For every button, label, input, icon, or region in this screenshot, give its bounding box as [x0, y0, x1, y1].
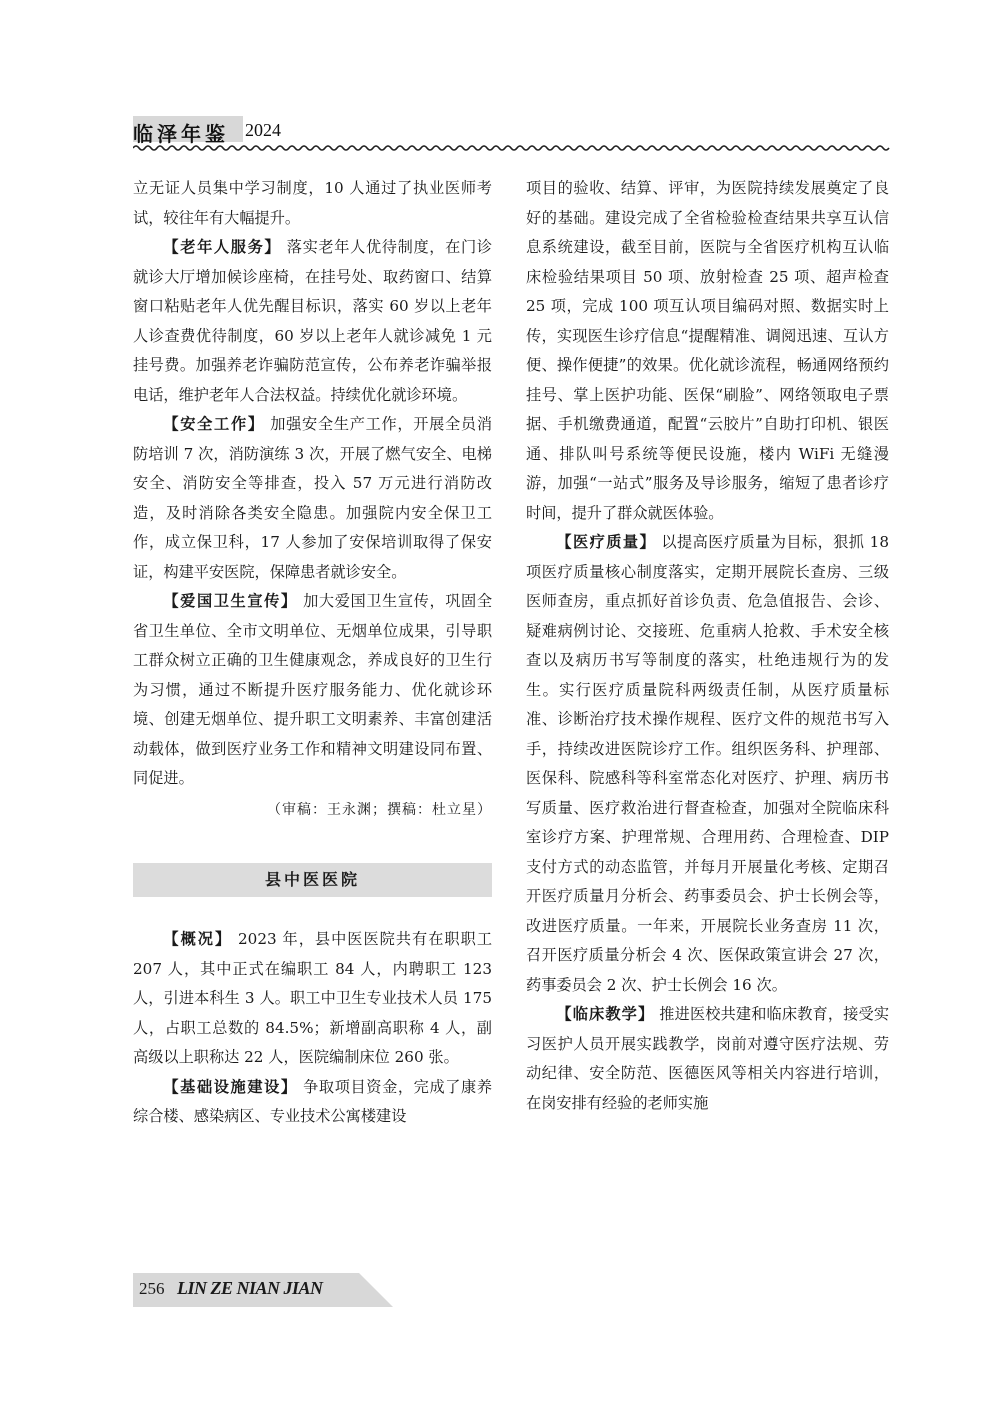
paragraph-continued [526, 174, 889, 528]
paragraph-text: 争取项目资金，完成了康养综合楼、感染病区、专业技术公寓楼建设 [133, 1077, 493, 1125]
paragraph-continued [133, 174, 492, 233]
paragraph-infrastructure [133, 1073, 492, 1132]
paragraph-overview [133, 925, 492, 1073]
paragraph-text: 2023 年，县中医医院共有在职职工 207 人，其中正式在编职工 84 人，内聘职工 123 人，引进本科生 3 人。职工中卫生专业技术人员 175 人，占职工总数的 84.5%；新增副高职称 4 人，副高级以上职称达 22 人，医院编制床位 260 张。 [133, 930, 493, 1066]
footer-publication-name: LIN ZE NIAN JIAN [177, 1278, 323, 1298]
paragraph-text: 以提高医疗质量为目标，狠抓 18 项医疗质量核心制度落实，定期开展院长查房、三级医师查房，重点抓好首诊负责、危急值报告、会诊、疑难病例讨论、交接班、危重病人抢救、手术安全核查以及病历书写等制度的落实，杜绝违规行为的发生。实行医疗质量院科两级责任制，从医疗质量标准、诊断治疗技术操作规程、医疗文件的规范书写入手，持续改进医院诊疗工作。组织医务科、护理部、医保科、院感科等科室常态化对医疗、护理、病历书写质量、医疗救治进行督查检查，加强对全院临床科室诊疗方案、护理常规、合理用药、合理检查、DIP 支付方式的动态监管，并每月开展量化考核、定期召开医疗质量月分析会、药事委员会、护士长例会等，改进医疗质量。一年来，开展院长业务查房 11 次，召开医疗质量分析会 4 次、医保政策宣讲会 27 次，药事委员会 2 次、护士长例会 16 次。 [526, 533, 890, 994]
yearbook-year: 2024 [245, 120, 281, 140]
paragraph-text: 落实老年人优待制度，在门诊就诊大厅增加候诊座椅，在挂号处、取药窗口、结算窗口粘贴老年人优先醒目标识，落实 60 岁以上老年人诊查费优待制度，60 岁以上老年人就诊减免 1 元挂号费。加强养老诈骗防范宣传，公布养老诈骗举报电话，维护老年人合法权益。持续优化就诊环境。 [133, 238, 493, 404]
paragraph-text: 加强安全生产工作，开展全员消防培训 7 次，消防演练 3 次，开展了燃气安全、电梯安全、消防安全等排查，投入 57 万元进行消防改造，及时消除各类安全隐患。加强院内安全保卫工作，成立保卫科，17 人参加了安保培训取得了保安证，构建平安医院，保障患者就诊安全。 [133, 415, 493, 581]
heading-medical-quality: 【医疗质量】 [556, 533, 657, 551]
section-title: 县中医医院 [133, 863, 492, 897]
page-number: 256 [139, 1279, 165, 1298]
paragraph-patriotic-health [133, 587, 492, 794]
paragraph-medical-quality [526, 528, 889, 1000]
running-footer [133, 1273, 393, 1307]
heading-patriotic-health: 【爱国卫生宣传】 [163, 592, 298, 610]
right-column [526, 174, 889, 1118]
paragraph-text: 项目的验收、结算、评审，为医院持续发展奠定了良好的基础。建设完成了全省检验检查结果共享互认信息系统建设，截至目前，医院与全省医疗机构互认临床检验结果项目 50 项、放射检查 25 项、超声检查 25 项，完成 100 项互认项目编码对照、数据实时上传，实现医生诊疗信息“提醒精准、调阅迅速、互认方便、操作便捷”的效果。优化就诊流程，畅通网络预约挂号、掌上医护功能、医保“刷脸”、网络领取电子票据、手机缴费通道，配置“云胶片”自助打印机、银医通、排队叫号系统等便民设施，楼内 WiFi 无缝漫游，加强“一站式”服务及导诊服务，缩短了患者诊疗时间，提升了群众就医体验。 [526, 179, 889, 522]
paragraph-clinical-teaching [526, 1000, 889, 1118]
heading-elderly-service: 【老年人服务】 [163, 238, 282, 256]
paragraph-text: 立无证人员集中学习制度，10 人通过了执业医师考试，较往年有大幅提升。 [133, 179, 492, 227]
heading-infrastructure: 【基础设施建设】 [163, 1077, 298, 1096]
paragraph-text: 推进医校共建和临床教育，接受实习医护人员开展实践教学，岗前对遵守医疗法规、劳动纪律、安全防范、医德医风等相关内容进行培训，在岗安排有经验的老师实施 [526, 1005, 890, 1112]
paragraph-safety-work [133, 410, 492, 587]
heading-overview: 【概况】 [163, 930, 233, 948]
left-column [133, 174, 492, 1132]
running-header [133, 116, 893, 148]
heading-safety-work: 【安全工作】 [163, 415, 265, 433]
paragraph-text: 加大爱国卫生宣传，巩固全省卫生单位、全市文明单位、无烟单位成果，引导职工群众树立正确的卫生健康观念，养成良好的卫生行为习惯，通过不断提升医疗服务能力、优化就诊环境、创建无烟单位、提升职工文明素养、丰富创建活动载体，做到医疗业务工作和精神文明建设同布置、同促进。 [133, 592, 493, 787]
heading-clinical-teaching: 【临床教学】 [556, 1005, 655, 1023]
paragraph-elderly-service [133, 233, 492, 410]
header-wavy-rule [133, 144, 893, 152]
yearbook-title: 临泽年鉴 [133, 122, 229, 146]
editor-credit: （审稿：王永渊；撰稿：杜立星） [267, 801, 492, 818]
